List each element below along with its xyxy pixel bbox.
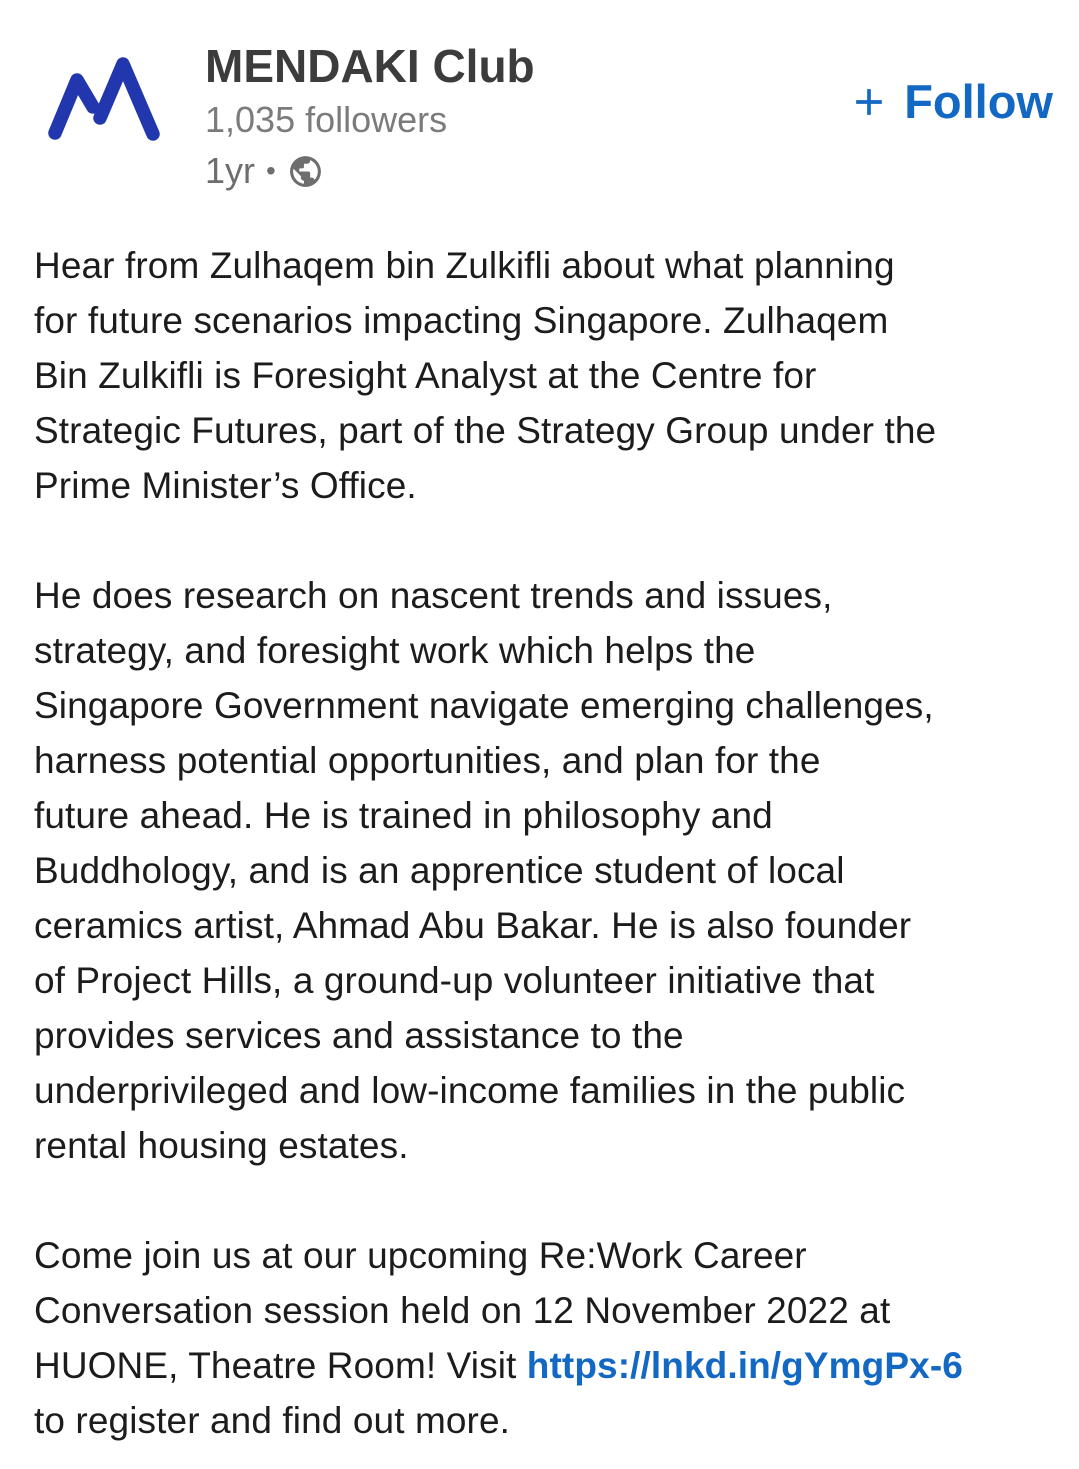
follower-count: 1,035 followers: [205, 99, 448, 140]
post-header: [0, 0, 1079, 212]
follow-button[interactable]: [847, 74, 1053, 129]
post-paragraph-1: Hear from Zulhaqem bin Zulkifli about what planning for future scenarios impacting Singapore. Zulhaqem Bin Zulkifli is Foresight Analyst at the Centre for Strategic Futures, part of the Strategy Group under the Prime Minister’s Office.: [34, 245, 937, 506]
post-paragraph-2: He does research on nascent trends and issues, strategy, and foresight work which helps the Singapore Government navigate emerging challenges, harness potential opportunities, and plan for the future ahead. He is trained in philosophy and Buddhology, and is an apprentice student of local ceramics artist, Ahmad Abu Bakar. He is also founder of Project Hills, a ground-up volunteer initiative that provides services and assistance to the underprivileged and low-income families in the public rental housing estates.: [34, 575, 934, 1166]
post-paragraph-3: [34, 1228, 1045, 1448]
meta-separator-dot: •: [266, 155, 276, 186]
follow-button-label: Follow: [904, 75, 1053, 128]
post-meta: [205, 150, 535, 192]
mendaki-m-logo-icon: [46, 50, 162, 142]
company-logo[interactable]: [46, 50, 162, 142]
post-body: [0, 238, 1079, 1448]
plus-icon: [847, 80, 891, 124]
closing-text-after-link: to register and find out more.: [34, 1400, 511, 1441]
globe-icon: [287, 153, 324, 190]
post-link[interactable]: https://lnkd.in/gYmgPx-6: [526, 1345, 963, 1386]
post-age: 1yr: [205, 150, 256, 191]
company-name[interactable]: MENDAKI Club: [205, 40, 535, 92]
post-header-text: [205, 40, 535, 192]
closing-text-before-link: Come join us at our upcoming Re:Work Career Conversation session held on 12 November 2022 at HUONE, Theatre Room! Visit: [34, 1235, 891, 1386]
